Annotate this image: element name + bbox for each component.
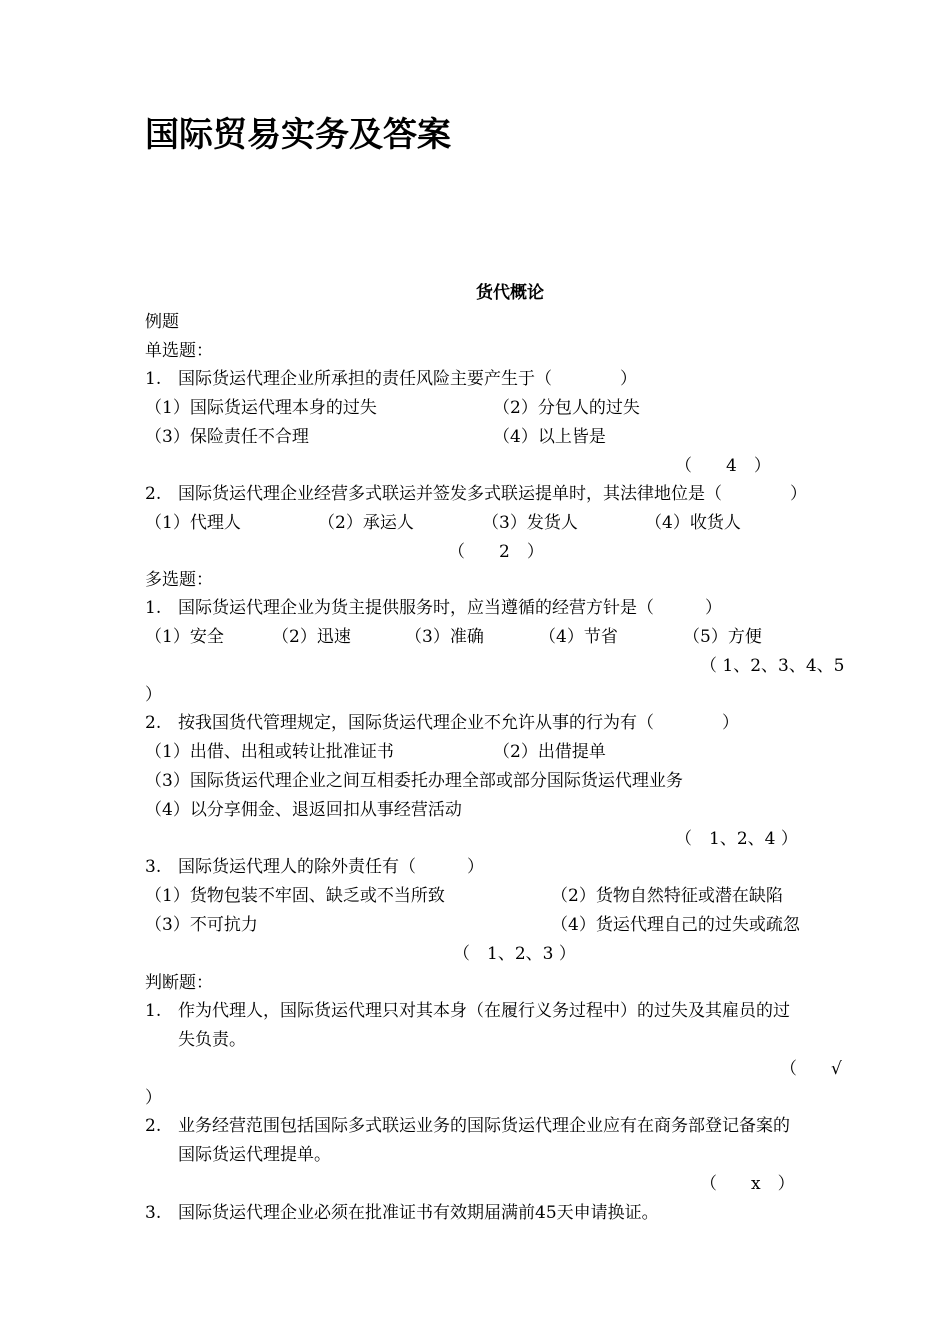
answer-closing: ） <box>145 1088 162 1108</box>
section-title: 货代概论 <box>476 283 544 303</box>
question-number: 3. <box>145 857 162 877</box>
question-text: 业务经营范围包括国际多式联运业务的国际货运代理企业应有在商务部登记备案的 <box>178 1116 790 1136</box>
option: （4）收货人 <box>645 513 741 533</box>
option: （2）出借提单 <box>493 742 606 762</box>
question-text: 国际货运代理企业必须在批准证书有效期届满前45天申请换证。 <box>178 1203 659 1223</box>
option: （1）代理人 <box>145 513 241 533</box>
question-text: 作为代理人，国际货运代理只对其本身（在履行义务过程中）的过失及其雇员的过 <box>178 1001 790 1021</box>
option: （2）承运人 <box>318 513 414 533</box>
answer: （ √ <box>780 1059 842 1079</box>
document-title: 国际贸易实务及答案 <box>145 115 451 155</box>
multi-choice-heading: 多选题： <box>145 570 213 590</box>
option: （4）以分享佣金、退返回扣从事经营活动 <box>145 800 462 820</box>
answer: （ 1、2、4 ） <box>675 829 798 849</box>
answer: （ 4 ） <box>675 456 771 476</box>
answer: （ 2 ） <box>448 542 544 562</box>
option: （3）准确 <box>405 627 484 647</box>
option: （2）货物自然特征或潜在缺陷 <box>551 886 783 906</box>
answer: （ 1、2、3 ） <box>453 944 576 964</box>
option: （2）迅速 <box>272 627 351 647</box>
option: （2）分包人的过失 <box>493 398 640 418</box>
option: （5）方便 <box>683 627 762 647</box>
option: （1）安全 <box>145 627 224 647</box>
answer: （ x ） <box>700 1174 795 1194</box>
question-number: 2. <box>145 484 162 504</box>
option: （4）节省 <box>539 627 618 647</box>
option: （3）不可抗力 <box>145 915 258 935</box>
question-number: 2. <box>145 1116 162 1136</box>
question-number: 2. <box>145 713 162 733</box>
question-number: 1. <box>145 369 162 389</box>
question-text: 国际货运代理企业所承担的责任风险主要产生于（ ） <box>178 369 637 389</box>
question-text-continued: 国际货运代理提单。 <box>178 1145 331 1165</box>
option: （4）以上皆是 <box>493 427 606 447</box>
option: （1）货物包装不牢固、缺乏或不当所致 <box>145 886 445 906</box>
judge-heading: 判断题： <box>145 973 213 993</box>
option: （4）货运代理自己的过失或疏忽 <box>551 915 800 935</box>
question-number: 1. <box>145 598 162 618</box>
option: （1）出借、出租或转让批准证书 <box>145 742 394 762</box>
question-text: 按我国货代管理规定，国际货运代理企业不允许从事的行为有（ ） <box>178 713 739 733</box>
option: （1）国际货运代理本身的过失 <box>145 398 377 418</box>
example-label: 例题 <box>145 312 179 332</box>
question-text: 国际货运代理人的除外责任有（ ） <box>178 857 484 877</box>
option: （3）发货人 <box>482 513 578 533</box>
option: （3）保险责任不合理 <box>145 427 309 447</box>
single-choice-heading: 单选题： <box>145 341 213 361</box>
answer-closing: ） <box>145 685 162 705</box>
option: （3）国际货运代理企业之间互相委托办理全部或部分国际货运代理业务 <box>145 771 683 791</box>
question-text: 国际货运代理企业为货主提供服务时，应当遵循的经营方针是（ ） <box>178 598 722 618</box>
question-text: 国际货运代理企业经营多式联运并签发多式联运提单时，其法律地位是（ ） <box>178 484 807 504</box>
answer: （ 1、2、3、4、5 <box>700 656 845 676</box>
question-text-continued: 失负责。 <box>178 1030 246 1050</box>
question-number: 1. <box>145 1001 162 1021</box>
question-number: 3. <box>145 1203 162 1223</box>
